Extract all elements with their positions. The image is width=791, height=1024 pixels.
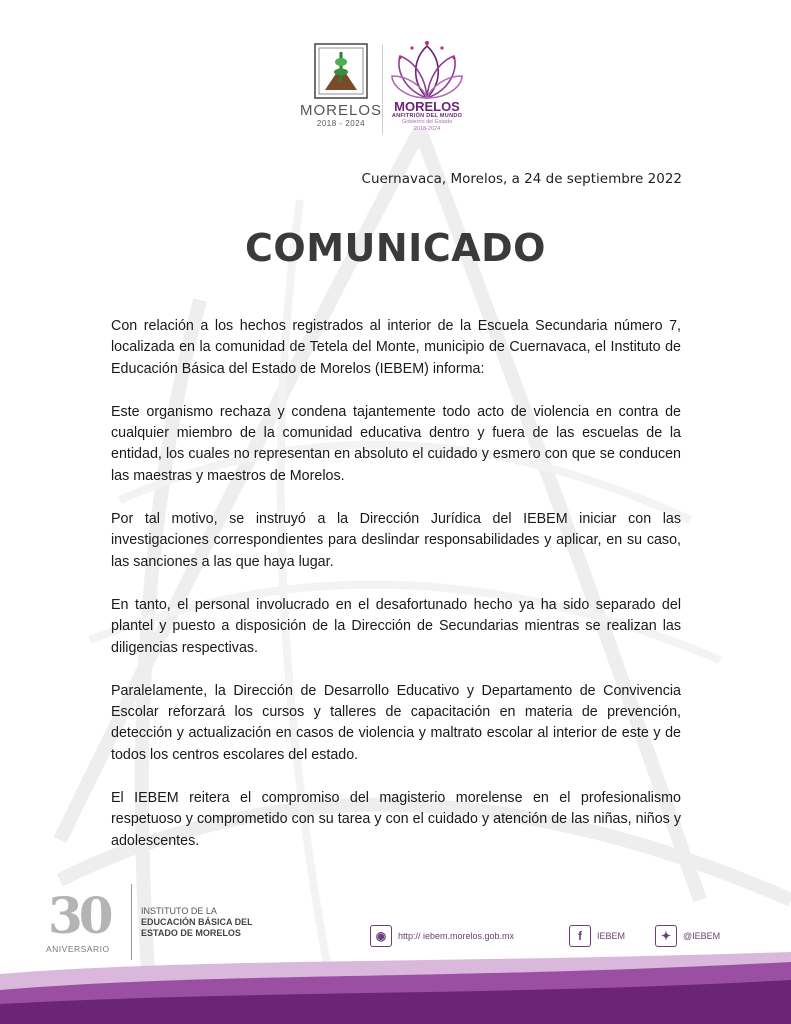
facebook-handle: IEBEM — [597, 931, 626, 941]
coat-of-arms-icon — [313, 42, 369, 100]
state-government-logo — [300, 42, 382, 128]
institute-line-2: EDUCACIÓN BÁSICA DEL — [141, 917, 253, 927]
facebook-link[interactable] — [569, 925, 625, 947]
paragraph: Este organismo rechaza y condena tajantemente todo acto de violencia en contra de cualquier miembro de la comunidad educativa dentro y fuera de las escuelas de la entidad, los cuales no representan en absoluto el cuidado y esmero con que se conducen las maestras y maestros de Morelos. — [111, 403, 681, 484]
footer-wave-band — [0, 950, 791, 1024]
paragraph: En tanto, el personal involucrado en el desafortunado hecho ya ha sido separado del plantel y puesto a disposición de la Dirección de Secundarias mientras se realizan las diligencias respectivas. — [111, 596, 681, 656]
institute-line-1: INSTITUTO DE LA — [141, 906, 217, 916]
lotus-icon — [390, 40, 464, 102]
document-body — [111, 316, 681, 874]
gov-name: MORELOS — [394, 99, 460, 114]
website-text: http:// iebem.morelos.gob.mx — [398, 931, 515, 941]
paragraph: Con relación a los hechos registrados al interior de la Escuela Secundaria número 7, localizada en la comunidad de Tetela del Monte, municipio de Cuernavaca, el Instituto de Educación Básica del Estado de Morelos (IEBEM) informa: — [111, 318, 681, 377]
anniversary-number: 30 — [48, 886, 110, 945]
anniversary-label: ANIVERSARIO — [46, 944, 110, 954]
website-link[interactable] — [370, 925, 514, 947]
logo-divider — [382, 44, 383, 134]
twitter-link[interactable] — [655, 925, 720, 947]
paragraph: Por tal motivo, se instruyó a la Dirección Jurídica del IEBEM iniciar con las investigaciones correspondientes para deslindar responsabilidades y aplicar, en su caso, las sanciones a las que haya lugar. — [111, 511, 681, 570]
facebook-icon: f — [569, 925, 591, 947]
twitter-handle: @IEBEM — [683, 931, 721, 941]
institute-line-3: ESTADO DE MORELOS — [141, 928, 241, 938]
paragraph: Paralelamente, la Dirección de Desarrollo Educativo y Departamento de Convivencia Escolar reforzará los cursos y talleres de capacitación en materia de prevención, detección y actualización en casos de violencia y maltrato escolar al interior de este y de todos los centros escolares del estado. — [111, 682, 681, 763]
twitter-icon: ✦ — [655, 925, 677, 947]
place-date: Cuernavaca, Morelos, a 24 de septiembre 2022 — [361, 171, 682, 187]
institute-name — [141, 906, 253, 939]
paragraph: El IEBEM reitera el compromiso del magisterio morelense en el profesionalismo respetuoso y comprometido con su tarea y con el cuidado y atención de las niñas, niños y adolescentes. — [111, 790, 681, 849]
gov-tagline: ANFITRIÓN DEL MUNDO — [391, 113, 463, 119]
state-years: 2018 - 2024 — [316, 119, 366, 128]
footer-divider — [131, 884, 132, 960]
gov-line-2: 2018-2024 — [413, 126, 441, 132]
state-name: MORELOS — [300, 102, 383, 119]
document-title: COMUNICADO — [245, 226, 546, 270]
gov-line-1: Gobierno del Estado — [401, 119, 453, 125]
globe-icon: ◉ — [370, 925, 392, 947]
government-lotus-logo — [388, 40, 466, 133]
